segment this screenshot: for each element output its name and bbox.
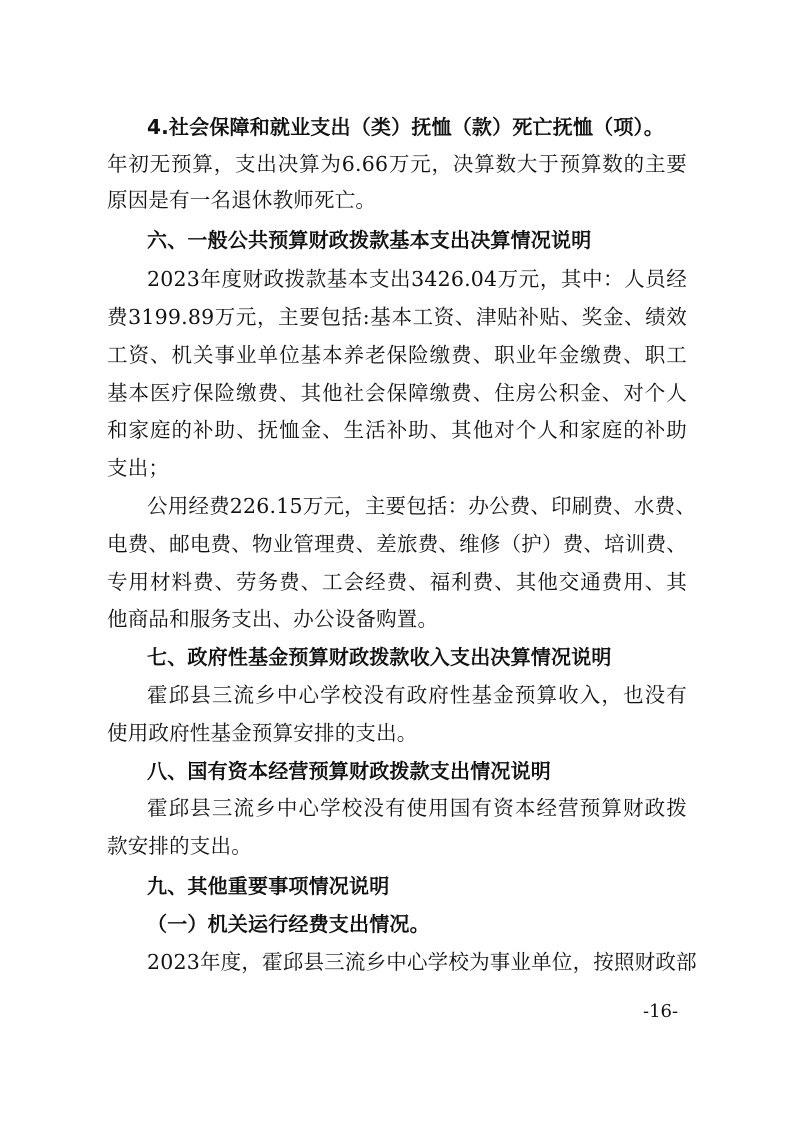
body-text-line: 支出；: [107, 456, 170, 480]
body-text-line: 原因是有一名退休教师死亡。: [107, 188, 377, 212]
section-9-heading: 九、其他重要事项情况说明: [147, 874, 390, 898]
body-text-line: 费3199.89万元，主要包括:基本工资、津贴补贴、奖金、绩效: [107, 305, 687, 329]
subsection-1-heading: （一）机关运行经费支出情况。: [147, 912, 430, 936]
body-text-line: 霍邱县三流乡中心学校没有政府性基金预算收入，也没有: [147, 683, 687, 707]
body-text-line: 公用经费226.15万元，主要包括：办公费、印刷费、水费、: [147, 494, 697, 518]
body-text-line: 工资、机关事业单位基本养老保险缴费、职业年金缴费、职工: [107, 343, 687, 367]
section-6-heading: 六、一般公共预算财政拨款基本支出决算情况说明: [147, 228, 592, 252]
item-4-social-security-heading: 4.社会保障和就业支出（类）抚恤（款）死亡抚恤（项）。: [147, 115, 664, 139]
body-text-line: 电费、邮电费、物业管理费、差旅费、维修（护）费、培训费、: [107, 532, 687, 556]
body-text-line: 款安排的支出。: [107, 834, 252, 858]
body-text-line: 使用政府性基金预算安排的支出。: [107, 721, 418, 745]
section-8-heading: 八、国有资本经营预算财政拨款支出情况说明: [147, 759, 551, 783]
body-text-line: 2023年度，霍邱县三流乡中心学校为事业单位，按照财政部: [147, 950, 697, 974]
body-text-line: 2023年度财政拨款基本支出3426.04万元，其中：人员经: [147, 267, 687, 291]
body-text-line: 霍邱县三流乡中心学校没有使用国有资本经营预算财政拨: [147, 796, 687, 820]
body-text-line: 专用材料费、劳务费、工会经费、福利费、其他交通费用、其: [107, 570, 687, 594]
page-number: -16-: [643, 1001, 679, 1022]
section-7-heading: 七、政府性基金预算财政拨款收入支出决算情况说明: [147, 645, 612, 669]
body-text-line: 他商品和服务支出、办公设备购置。: [107, 607, 439, 631]
body-text-line: 年初无预算，支出决算为6.66万元，决算数大于预算数的主要: [107, 152, 687, 176]
body-text-line: 基本医疗保险缴费、其他社会保障缴费、住房公积金、对个人: [107, 381, 687, 405]
body-text-line: 和家庭的补助、抚恤金、生活补助、其他对个人和家庭的补助: [107, 418, 687, 442]
